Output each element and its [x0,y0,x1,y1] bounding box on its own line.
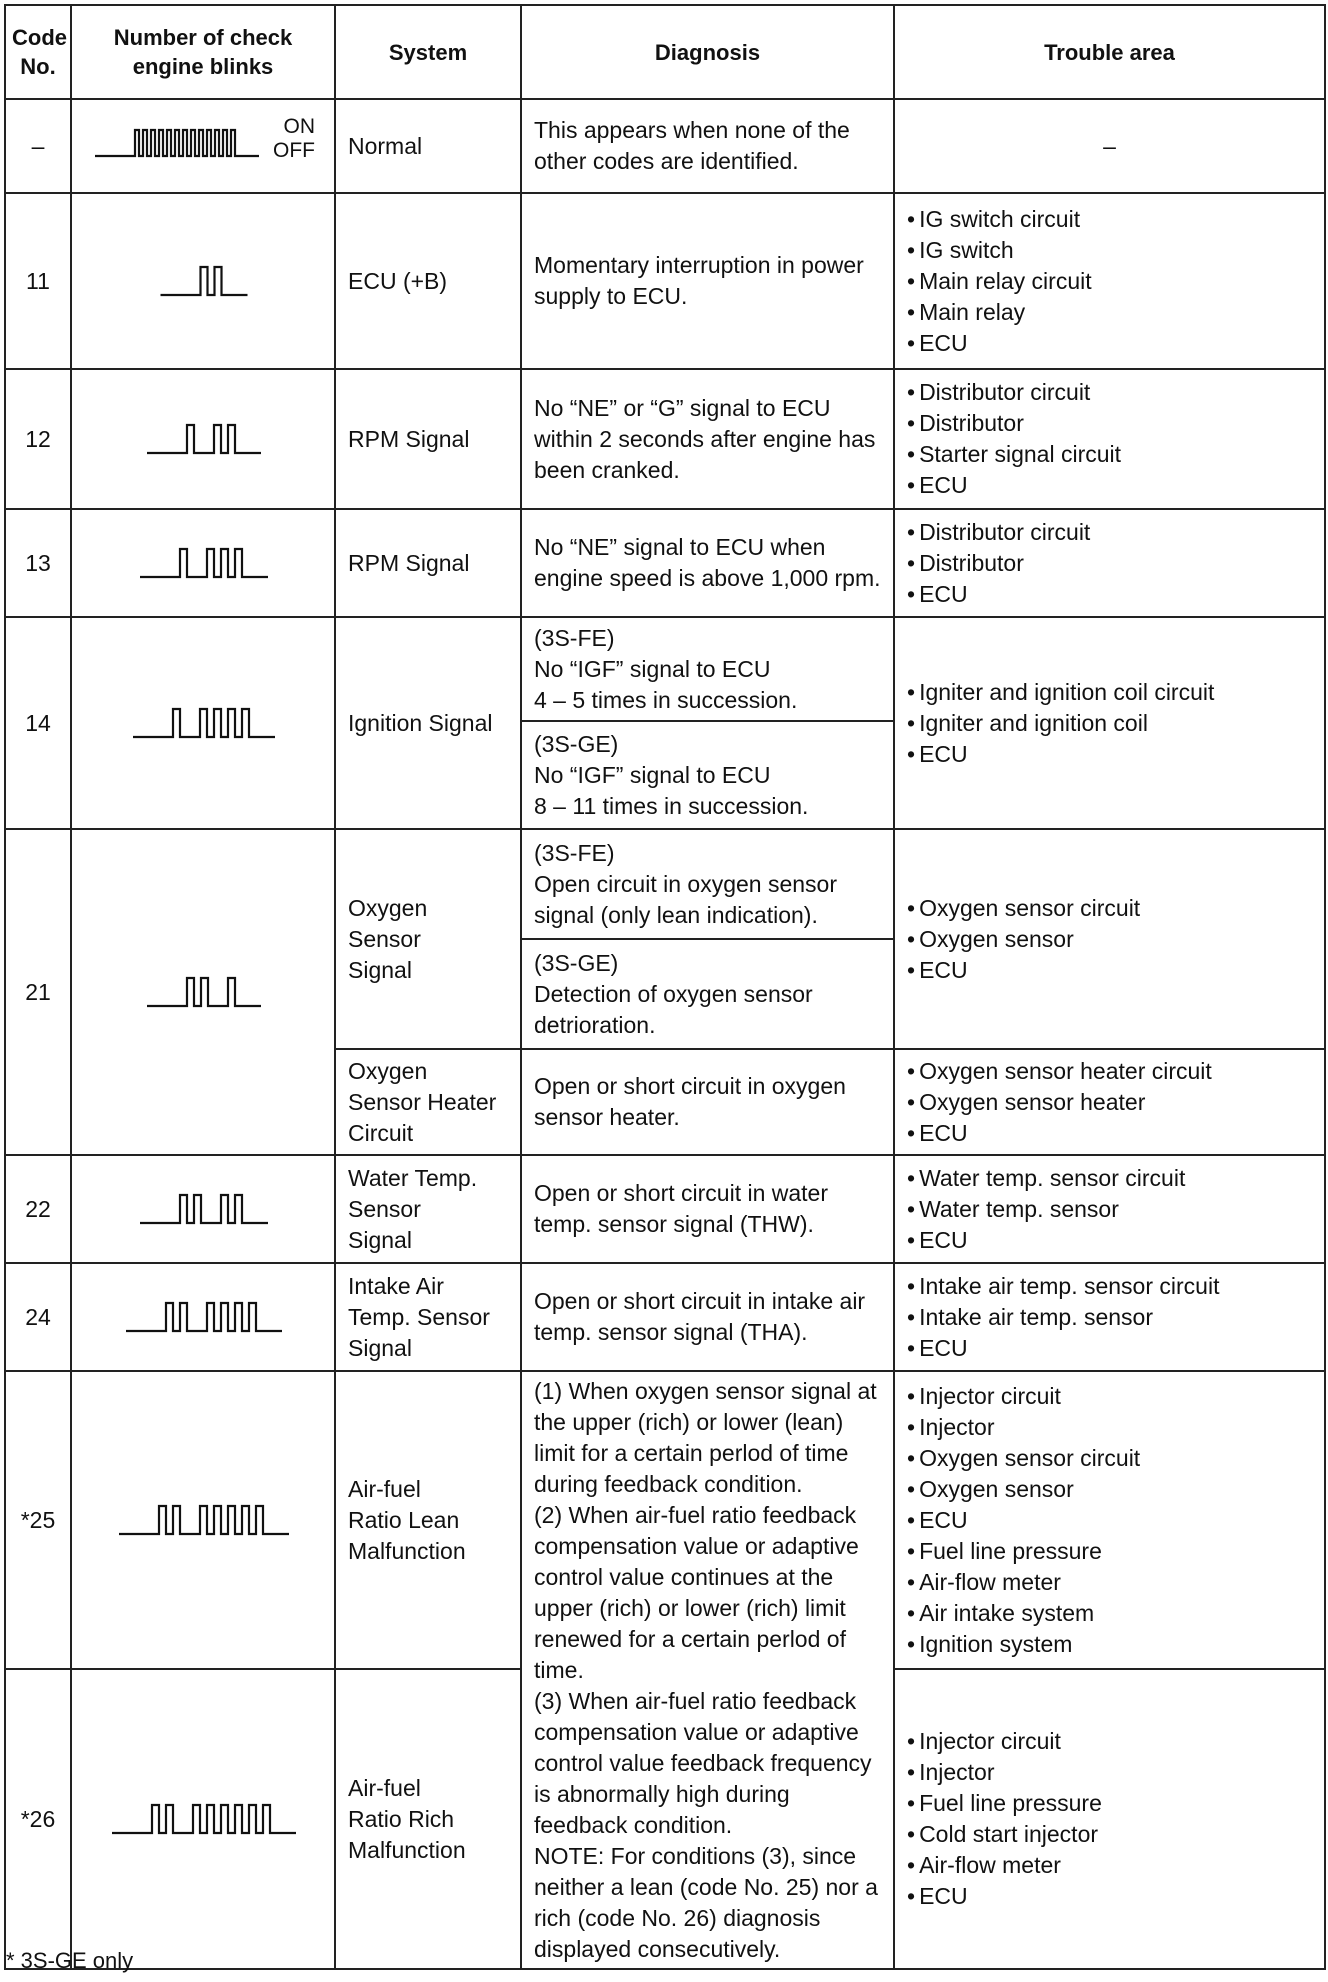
diagnosis-cell-3s-fe: (3S-FE) Open circuit in oxygen sensor signal (only lean indication). [521,829,894,939]
trouble-item: • ECU [907,328,1312,359]
table-row-code-11 [5,193,1325,369]
blink-wave-icon [84,701,324,745]
blink-wave-path [133,709,275,737]
system-cell: RPM Signal [335,369,521,509]
trouble-item: • Main relay circuit [907,266,1312,297]
blink-wave-icon [84,1295,324,1339]
trouble-item: • Distributor circuit [907,377,1312,408]
blink-wave-path [112,1805,296,1833]
trouble-item: • Ignition system [907,1629,1312,1660]
trouble-list [907,1056,1312,1149]
code-cell: 21 [5,829,71,1155]
trouble-cell [894,829,1325,1049]
blink-wave-path [140,1195,268,1223]
blink-cell [71,369,335,509]
trouble-item: • ECU [907,470,1312,501]
code-cell: 13 [5,509,71,617]
trouble-cell [894,617,1325,829]
trouble-list [907,893,1312,986]
trouble-item: • IG switch circuit [907,204,1312,235]
blink-cell [71,1155,335,1263]
diagnosis-cell: No “NE” signal to ECU when engine speed is above 1,000 rpm. [521,509,894,617]
blink-cell [71,1371,335,1669]
diagnostic-code-table [4,4,1326,1970]
blink-wave-icon [84,259,324,303]
system-cell: Oxygen Sensor Heater Circuit [335,1049,521,1155]
header-trouble: Trouble area [894,5,1325,99]
trouble-item: • Injector circuit [907,1381,1312,1412]
blink-wave-icon [84,1498,324,1542]
diagnosis-cell: This appears when none of the other codes are identified. [521,99,894,193]
trouble-item: • ECU [907,1505,1312,1536]
trouble-item: • ECU [907,955,1312,986]
code-cell: – [5,99,71,193]
trouble-item: • Injector [907,1757,1312,1788]
code-cell: 12 [5,369,71,509]
system-cell: Air-fuel Ratio Lean Malfunction [335,1371,521,1669]
blink-cell [71,1263,335,1371]
code-cell: *26 [5,1669,71,1969]
trouble-list [907,1271,1312,1364]
diagnosis-cell: No “NE” or “G” signal to ECU within 2 seconds after engine has been cranked. [521,369,894,509]
blink-wave-path [119,1506,289,1534]
trouble-item: • Water temp. sensor circuit [907,1163,1312,1194]
trouble-item: • ECU [907,1881,1312,1912]
af-condition-1: (1) When oxygen sensor signal at the upper (rich) or lower (lean) limit for a certain perlod of time during feedback condition. [534,1377,877,1497]
blink-wave-path [147,425,261,453]
trouble-item: • Oxygen sensor [907,924,1312,955]
trouble-item: • Oxygen sensor heater circuit [907,1056,1312,1087]
af-note: NOTE: For conditions (3), since neither a lean (code No. 25) nor a rich (code No. 26) diagnosis displayed consecutively. [534,1842,878,1962]
blink-cell [71,617,335,829]
trouble-cell: – [894,99,1325,193]
trouble-cell [894,509,1325,617]
trouble-list [907,1726,1312,1912]
diagnosis-cell: Open or short circuit in intake air temp. sensor signal (THA). [521,1263,894,1371]
header-row [5,5,1325,99]
trouble-item: • ECU [907,1333,1312,1364]
code-cell: *25 [5,1371,71,1669]
trouble-item: • Air-flow meter [907,1567,1312,1598]
trouble-item: • Starter signal circuit [907,439,1312,470]
trouble-list [907,677,1312,770]
header-diagnosis: Diagnosis [521,5,894,99]
trouble-cell [894,1155,1325,1263]
trouble-item: • Igniter and ignition coil [907,708,1312,739]
table-row-code-21 [5,829,1325,939]
trouble-list [907,377,1312,501]
trouble-item: • ECU [907,579,1312,610]
blink-wave-icon [84,541,324,585]
trouble-cell [894,369,1325,509]
blink-wave-icon [84,417,324,461]
trouble-item: • Distributor [907,548,1312,579]
trouble-item: • ECU [907,1225,1312,1256]
trouble-item: • Distributor [907,408,1312,439]
blink-wave-icon [84,970,324,1014]
diagnosis-cell-3s-ge: (3S-GE) No “IGF” signal to ECU 8 – 11 times in succession. [521,721,894,829]
footnote: * 3S-GE only [6,1948,134,1973]
trouble-cell [894,1049,1325,1155]
blink-wave-path [126,1303,282,1331]
trouble-item: • Air intake system [907,1598,1312,1629]
system-cell: Water Temp. Sensor Signal [335,1155,521,1263]
trouble-cell [894,1669,1325,1969]
code-cell: 24 [5,1263,71,1371]
trouble-item: • Oxygen sensor circuit [907,893,1312,924]
trouble-item: • Igniter and ignition coil circuit [907,677,1312,708]
system-cell: Normal [335,99,521,193]
system-cell: Oxygen Sensor Signal [335,829,521,1049]
trouble-item: • IG switch [907,235,1312,266]
trouble-item: • ECU [907,1118,1312,1149]
blink-wave-icon [84,1187,324,1231]
off-label: OFF [273,139,315,162]
table-row-code-13 [5,509,1325,617]
blink-cell [71,99,335,193]
trouble-item: • Injector [907,1412,1312,1443]
trouble-cell [894,1263,1325,1371]
system-cell: ECU (+B) [335,193,521,369]
trouble-item: • Fuel line pressure [907,1536,1312,1567]
header-blinks: Number of check engine blinks [71,5,335,99]
trouble-item: • Oxygen sensor [907,1474,1312,1505]
trouble-list [907,1163,1312,1256]
trouble-item: • Oxygen sensor heater [907,1087,1312,1118]
trouble-item: • Injector circuit [907,1726,1312,1757]
diagnosis-cell: Open or short circuit in water temp. sensor signal (THW). [521,1155,894,1263]
trouble-item: • Cold start injector [907,1819,1312,1850]
blink-wave-path [147,978,261,1006]
af-condition-2: (2) When air-fuel ratio feedback compensation value or adaptive control value continues at the upper (rich) or lower (rich) limit renewed for a certain perlod of time. [534,1501,859,1683]
trouble-item: • ECU [907,739,1312,770]
diagnosis-cell: Momentary interruption in power supply to ECU. [521,193,894,369]
blink-cell [71,509,335,617]
diagnosis-cell: Open or short circuit in oxygen sensor heater. [521,1049,894,1155]
table-row-code-24 [5,1263,1325,1371]
diagnosis-cell-3s-fe: (3S-FE) No “IGF” signal to ECU 4 – 5 times in succession. [521,617,894,721]
system-cell: Ignition Signal [335,617,521,829]
blink-wave-icon [84,1797,324,1841]
on-label: ON [283,115,315,138]
blink-cell [71,1669,335,1969]
trouble-list [907,1381,1312,1660]
table-row-code-22 [5,1155,1325,1263]
trouble-list [907,204,1312,359]
af-condition-3: (3) When air-fuel ratio feedback compensation value or adaptive control value feedback frequency is abnormally high during feedback condition. [534,1687,872,1838]
header-code: Code No. [5,5,71,99]
system-cell: Air-fuel Ratio Rich Malfunction [335,1669,521,1969]
code-cell: 11 [5,193,71,369]
blink-wave-path [140,549,268,577]
trouble-item: • Main relay [907,297,1312,328]
trouble-cell [894,193,1325,369]
code-cell: 14 [5,617,71,829]
trouble-item: • Water temp. sensor [907,1194,1312,1225]
diagnosis-cell-3s-ge: (3S-GE) Detection of oxygen sensor detrioration. [521,939,894,1049]
header-system: System [335,5,521,99]
trouble-cell [894,1371,1325,1669]
trouble-list [907,517,1312,610]
code-cell: 22 [5,1155,71,1263]
table-row-normal [5,99,1325,193]
trouble-item: • Oxygen sensor circuit [907,1443,1312,1474]
trouble-item: • Intake air temp. sensor [907,1302,1312,1333]
blink-wave-path [161,267,248,295]
normal-blink-indicator [91,115,315,164]
table-row-code-12 [5,369,1325,509]
trouble-item: • Distributor circuit [907,517,1312,548]
table-row-code-25 [5,1371,1325,1669]
trouble-item: • Air-flow meter [907,1850,1312,1881]
trouble-item: • Fuel line pressure [907,1788,1312,1819]
blink-cell [71,829,335,1155]
system-cell: Intake Air Temp. Sensor Signal [335,1263,521,1371]
trouble-item: • Intake air temp. sensor circuit [907,1271,1312,1302]
system-cell: RPM Signal [335,509,521,617]
air-fuel-diagnosis-cell [521,1371,894,1969]
table-row-code-14 [5,617,1325,721]
blink-cell [71,193,335,369]
